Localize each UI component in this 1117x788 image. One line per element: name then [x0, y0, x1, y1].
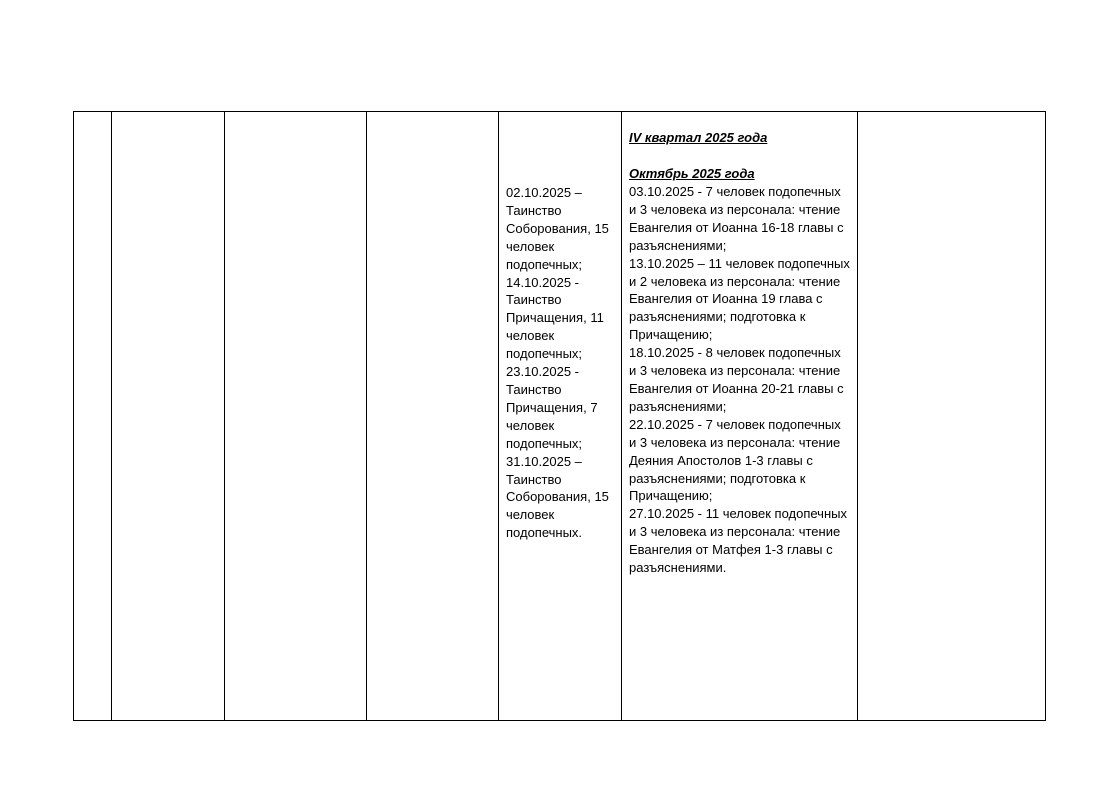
cell-index: [74, 112, 112, 721]
cell-readings: [622, 112, 858, 721]
sacraments-text: [506, 184, 615, 542]
reading-entry: 18.10.2025 - 8 человек подопечных и 3 человека из персонала: чтение Евангелия от Иоанна 20-21 главы с разъяснениями;: [629, 345, 844, 414]
sacrament-entry: 14.10.2025 - Таинство Причащения, 11 человек подопечных;: [506, 274, 604, 362]
sacrament-entry: 31.10.2025 – Таинство Соборования, 15 человек подопечных.: [506, 453, 609, 541]
table-row: [74, 112, 1046, 721]
reading-entry: 27.10.2025 - 11 человек подопечных и 3 человека из персонала: чтение Евангелия от Матфея 1-3 главы с разъяснениями.: [629, 506, 847, 576]
cell-sacraments: [499, 112, 622, 721]
reading-entry: 22.10.2025 - 7 человек подопечных и 3 человека из персонала: чтение Деяния Апостолов 1-3 главы с разъяснениями; подготовка к Причащению;: [629, 416, 841, 504]
readings-text: [629, 183, 851, 577]
report-table: [73, 111, 1046, 721]
month-title: Октябрь 2025 года: [629, 166, 755, 181]
sacrament-entry: 23.10.2025 - Таинство Причащения, 7 человек подопечных;: [506, 364, 598, 451]
reading-entry: 03.10.2025 - 7 человек подопечных и 3 человека из персонала: чтение Евангелия от Иоанна 16-18 главы с разъяснениями;: [629, 184, 844, 253]
cell-column-4: [367, 112, 499, 721]
reading-entry: 13.10.2025 – 11 человек подопечных и 2 человека из персонала: чтение Евангелия от Иоанна 19 глава с разъяснениями; подготовка к Причащению;: [629, 255, 850, 343]
cell-column-2: [112, 112, 225, 721]
cell-column-3: [225, 112, 367, 721]
quarter-title: IV квартал 2025 года: [629, 130, 768, 145]
cell-column-7: [858, 112, 1046, 721]
sacrament-entry: 02.10.2025 – Таинство Соборования, 15 человек подопечных;: [506, 185, 609, 272]
